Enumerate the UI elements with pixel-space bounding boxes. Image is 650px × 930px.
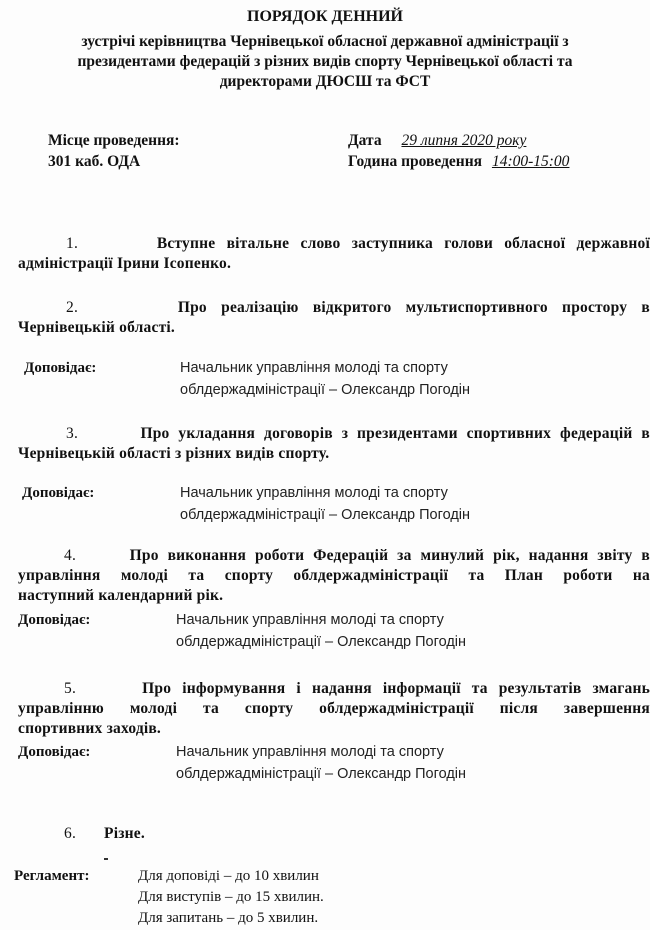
agenda-item-2-line1 [18, 298, 650, 318]
agenda-item-number: 5. [64, 680, 77, 697]
agenda-item-4-line1 [18, 546, 650, 566]
speaker-name: облдержадміністрації – Олександр Погодін [176, 634, 467, 650]
document-title: ПОРЯДОК ДЕННИЙ [247, 8, 403, 25]
speaker-position: Начальник управління молоді та спорту [176, 744, 444, 760]
speaker-label: Доповідає: [24, 360, 97, 376]
agenda-item-number: 4. [64, 547, 77, 564]
agenda-item-4-line2: управління молоді та спорту облдержадміністрації та План роботи на [18, 567, 650, 584]
agenda-item-number: 6. [64, 825, 77, 842]
speaker-position: Начальник управління молоді та спорту [176, 612, 444, 628]
speaker-label: Доповідає: [22, 485, 95, 501]
date-value: 29 липня 2020 року [401, 132, 527, 149]
place-value: 301 каб. ОДА [48, 153, 141, 170]
agenda-item-2-line2: Чернівецькій області. [18, 319, 175, 336]
agenda-item-4-line3: наступний календарний рік. [18, 587, 224, 604]
agenda-item-6 [64, 824, 145, 844]
regulation-list [138, 866, 324, 929]
speaker-label: Доповідає: [18, 612, 91, 628]
agenda-item-3-line1 [18, 424, 650, 444]
agenda-item-number: 1. [66, 235, 79, 252]
agenda-item-3-line2: Чернівецькій області з різних видів спорту. [18, 445, 330, 462]
agenda-item-5-line2: управлінню молоді та спорту облдержадміністрації після завершення [18, 700, 650, 717]
date-label: Дата [348, 132, 382, 149]
regulation-line: Для виступів – до 15 хвилин. [138, 889, 324, 905]
time-label: Година проведення [348, 153, 483, 170]
speaker-info [180, 357, 470, 401]
agenda-item-text: Про виконання роботи Федерацій за минулий рік, надання звіту в [129, 547, 650, 564]
place-label: Місце проведення: [48, 132, 180, 149]
agenda-item-text: Про укладання договорів з президентами спортивних федерацій в [140, 425, 650, 442]
speaker-info [180, 482, 470, 526]
agenda-item-text: Різне. [104, 825, 145, 842]
time-value: 14:00-15:00 [491, 153, 570, 170]
speaker-label: Доповідає: [18, 744, 91, 760]
regulation-line: Для доповіді – до 10 хвилин [138, 868, 319, 884]
subtitle-line: директорами ДЮСШ та ФСТ [219, 73, 431, 90]
speaker-name: облдержадміністрації – Олександр Погодін [180, 382, 471, 398]
scan-mark [104, 858, 108, 860]
speaker-name: облдержадміністрації – Олександр Погодін [180, 507, 471, 523]
place-block [48, 130, 180, 172]
agenda-item-number: 2. [66, 299, 79, 316]
speaker-name: облдержадміністрації – Олександр Погодін [176, 766, 467, 782]
agenda-item-text: Про інформування і надання інформації та результатів змагань [142, 680, 650, 697]
agenda-item-text: Вступне вітальне слово заступника голови обласної державної [156, 235, 650, 252]
agenda-item-5-line3: спортивних заходів. [18, 720, 162, 737]
speaker-info [176, 741, 466, 785]
agenda-item-1-line2: адміністрації Ірини Ісопенко. [18, 255, 232, 272]
subtitle-line: зустрічі керівництва Чернівецької обласної державної адміністрації з [81, 33, 569, 50]
date-row [348, 130, 526, 151]
document-subtitle [20, 32, 630, 92]
subtitle-line: президентами федерацій з різних видів спорту Чернівецької області та [77, 53, 573, 70]
time-row [348, 151, 569, 172]
speaker-position: Начальник управління молоді та спорту [180, 485, 448, 501]
agenda-item-5-line1 [18, 679, 650, 699]
agenda-item-number: 3. [66, 425, 79, 442]
speaker-position: Начальник управління молоді та спорту [180, 360, 448, 376]
regulation-label: Регламент: [14, 868, 90, 884]
regulation-line: Для запитань – до 5 хвилин. [138, 910, 319, 926]
agenda-item-1-line1 [18, 234, 650, 254]
agenda-item-text: Про реалізацію відкритого мультиспортивного простору в [177, 299, 650, 316]
speaker-info [176, 609, 466, 653]
